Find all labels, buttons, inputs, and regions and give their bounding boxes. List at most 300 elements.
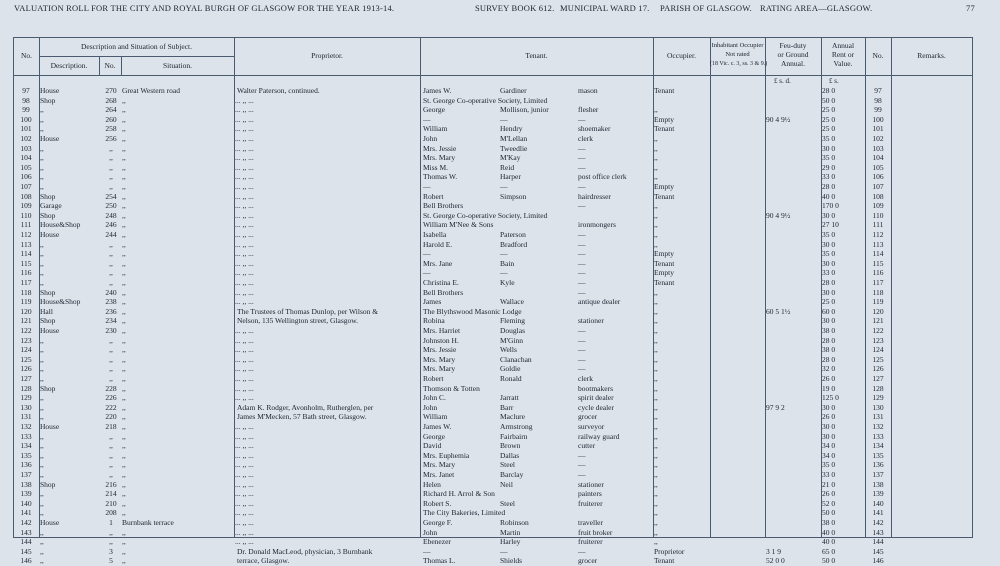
street-number-cell: ,, bbox=[109, 249, 113, 259]
description-cell: ,, bbox=[40, 162, 44, 172]
street-number-cell: 230 bbox=[105, 326, 117, 335]
annual-rent-cell: 35 0 bbox=[822, 249, 836, 259]
row-number-right: 128 bbox=[872, 383, 884, 393]
proprietor-cell: ... ,, ... bbox=[235, 354, 254, 364]
tenant-surname-cell: Shields bbox=[500, 556, 523, 566]
tenant-occupation-cell: — bbox=[578, 258, 586, 268]
row-number: 123 bbox=[20, 335, 32, 345]
row-number-right: 145 bbox=[872, 546, 884, 556]
municipal-ward: MUNICIPAL WARD 17. bbox=[560, 3, 650, 13]
tenant-occupation-cell: — bbox=[578, 153, 586, 163]
table-row bbox=[14, 182, 972, 192]
tenant-surname-cell: M'Lellan bbox=[500, 134, 528, 143]
row-number-right: 119 bbox=[872, 297, 884, 307]
street-number-cell: 5 bbox=[109, 556, 113, 566]
row-number-right: 113 bbox=[872, 239, 884, 249]
row-number-right: 146 bbox=[872, 556, 884, 566]
row-number-right: 114 bbox=[872, 249, 884, 259]
row-number: 119 bbox=[20, 297, 32, 307]
row-number: 139 bbox=[20, 489, 32, 499]
table-row bbox=[14, 326, 972, 336]
tenant-occupation-cell: — bbox=[578, 450, 586, 460]
row-number-right: 109 bbox=[872, 201, 884, 211]
occupier-cell: ,, bbox=[654, 518, 658, 527]
tenant-surname-cell: Bain bbox=[500, 258, 515, 268]
tenant-surname-cell: Tweedlie bbox=[500, 143, 528, 153]
situation-cell: Burnbank terrace bbox=[122, 518, 174, 527]
annual-rent-cell: 26 0 bbox=[822, 412, 836, 422]
row-number-right: 141 bbox=[872, 508, 884, 518]
situation-cell: ,, bbox=[122, 556, 126, 566]
row-number: 127 bbox=[20, 374, 32, 383]
table-row bbox=[14, 412, 972, 422]
tenant-surname-cell: Steel bbox=[500, 460, 515, 470]
row-number-right: 131 bbox=[872, 412, 884, 422]
occupier-cell: ,, bbox=[654, 239, 658, 249]
description-cell: ,, bbox=[40, 508, 44, 518]
tenant-name-cell: — bbox=[423, 268, 431, 278]
description-cell: ,, bbox=[40, 393, 44, 403]
tenant-name-cell: John bbox=[423, 527, 438, 537]
tenant-name-cell: Mrs. Mary bbox=[423, 460, 456, 470]
annual-rent-cell: 40 0 bbox=[822, 527, 836, 537]
table-row bbox=[14, 547, 972, 557]
situation-cell: ,, bbox=[122, 316, 126, 326]
tenant-occupation-cell: — bbox=[578, 230, 586, 239]
tenant-occupation-cell: — bbox=[578, 268, 586, 278]
occupier-cell: ,, bbox=[654, 441, 658, 451]
row-number: 129 bbox=[20, 393, 32, 403]
row-number: 137 bbox=[20, 470, 32, 479]
occupier-cell: ,, bbox=[654, 479, 658, 489]
tenant-surname-cell: M'Ginn bbox=[500, 335, 524, 345]
row-number-right: 124 bbox=[872, 345, 884, 355]
tenant-surname-cell: Barclay bbox=[500, 470, 524, 479]
tenant-name-cell: Miss M. bbox=[423, 162, 449, 172]
tenant-occupation-cell: — bbox=[578, 470, 586, 479]
annual-rent-cell: 50 0 bbox=[822, 556, 836, 566]
situation-cell: ,, bbox=[122, 239, 126, 249]
annual-rent-cell: 35 0 bbox=[822, 134, 836, 143]
proprietor-cell: ... ,, ... bbox=[235, 335, 254, 345]
table-row bbox=[14, 153, 972, 163]
occupier-cell: ,, bbox=[654, 498, 658, 508]
street-number-cell: 238 bbox=[105, 297, 117, 307]
col-header-description: Description. bbox=[50, 61, 88, 70]
annual-rent-cell: 30 0 bbox=[822, 431, 836, 441]
annual-rent-cell: 25 0 bbox=[822, 105, 836, 115]
description-cell: House&Shop bbox=[40, 297, 81, 307]
row-number: 128 bbox=[20, 383, 32, 393]
street-number-cell: 210 bbox=[105, 498, 117, 508]
annual-rent-cell: 26 0 bbox=[822, 489, 836, 499]
occupier-cell: ,, bbox=[654, 153, 658, 163]
street-number-cell: 1 bbox=[109, 518, 113, 527]
tenant-surname-cell: Wells bbox=[500, 345, 517, 355]
table-row bbox=[14, 115, 972, 125]
proprietor-cell: ... ,, ... bbox=[235, 345, 254, 355]
occupier-cell: Empty bbox=[654, 268, 674, 278]
row-number: 144 bbox=[20, 537, 32, 547]
row-number-right: 125 bbox=[872, 354, 884, 364]
street-number-cell: 208 bbox=[105, 508, 117, 518]
tenant-name-cell: Bell Brothers bbox=[423, 201, 464, 211]
description-cell: ,, bbox=[40, 374, 44, 383]
occupier-cell: ,, bbox=[654, 374, 658, 383]
col-header-group: Description and Situation of Subject. bbox=[80, 42, 193, 51]
table-row bbox=[14, 489, 972, 499]
description-cell: ,, bbox=[40, 498, 44, 508]
feu-duty-cell: 3 1 9 bbox=[766, 546, 781, 556]
table-row bbox=[14, 422, 972, 432]
row-number: 140 bbox=[20, 498, 32, 508]
tenant-surname-cell: Ronald bbox=[500, 374, 522, 383]
situation-cell: ,, bbox=[122, 546, 126, 556]
row-number: 135 bbox=[20, 450, 32, 460]
description-cell: ,, bbox=[40, 402, 44, 412]
annual-rent-cell: 30 0 bbox=[822, 210, 836, 220]
situation-cell: Great Western road bbox=[122, 86, 180, 95]
street-number-cell: ,, bbox=[109, 239, 113, 249]
row-number: 125 bbox=[20, 354, 32, 364]
table-row bbox=[14, 374, 972, 384]
tenant-occupation-cell: — bbox=[578, 162, 586, 172]
street-number-cell: 214 bbox=[105, 489, 117, 499]
street-number-cell: ,, bbox=[109, 182, 113, 191]
tenant-surname-cell: Harley bbox=[500, 537, 521, 547]
description-cell: ,, bbox=[40, 278, 44, 287]
description-cell: ,, bbox=[40, 124, 44, 134]
street-number-cell: 264 bbox=[105, 105, 117, 115]
occupier-cell: ,, bbox=[654, 470, 658, 479]
annual-rent-cell: 34 0 bbox=[822, 441, 836, 451]
annual-rent-cell: 28 0 bbox=[822, 86, 836, 95]
situation-cell: ,, bbox=[122, 326, 126, 335]
proprietor-cell: The Trustees of Thomas Dunlop, per Wilson & bbox=[237, 306, 379, 316]
tenant-name-cell: Bell Brothers bbox=[423, 287, 464, 297]
tenant-name-cell: Thomson & Totten bbox=[423, 383, 480, 393]
tenant-occupation-cell: — bbox=[578, 182, 586, 191]
proprietor-cell: ... ,, ... bbox=[235, 182, 254, 191]
occupier-cell: ,, bbox=[654, 172, 658, 182]
street-number-cell: 248 bbox=[105, 210, 117, 220]
tenant-occupation-cell: — bbox=[578, 460, 586, 470]
col-header-rent-3: Value. bbox=[833, 59, 853, 68]
proprietor-cell: ... ,, ... bbox=[235, 278, 254, 287]
tenant-name-cell: Thomas W. bbox=[423, 172, 458, 182]
row-number-right: 112 bbox=[872, 230, 884, 239]
street-number-cell: ,, bbox=[109, 258, 113, 268]
row-number-right: 140 bbox=[872, 498, 884, 508]
row-number: 109 bbox=[20, 201, 32, 211]
tenant-surname-cell: M'Kay bbox=[500, 153, 521, 163]
description-cell: Shop bbox=[40, 479, 56, 489]
occupier-cell: Empty bbox=[654, 182, 674, 191]
annual-rent-cell: 38 0 bbox=[822, 518, 836, 527]
feu-duty-cell: 90 4 9½ bbox=[766, 114, 791, 124]
occupier-cell: ,, bbox=[654, 393, 658, 403]
tenant-surname-cell: Wallace bbox=[500, 297, 524, 307]
row-number-right: 110 bbox=[872, 210, 884, 220]
tenant-name-cell: Ebenezer bbox=[423, 537, 451, 547]
col-header-rent-2: Rent or bbox=[831, 50, 855, 59]
row-number-right: 102 bbox=[872, 134, 884, 143]
description-cell: Shop bbox=[40, 287, 56, 297]
col-header-inhabitant-3: (18 Vic. c. 3, ss. 3 & 9.) bbox=[710, 61, 768, 67]
proprietor-cell: ... ,, ... bbox=[235, 258, 254, 268]
description-cell: House bbox=[40, 326, 60, 335]
table-row bbox=[14, 105, 972, 115]
situation-cell: ,, bbox=[122, 306, 126, 316]
street-number-cell: ,, bbox=[109, 470, 113, 479]
table-row bbox=[14, 364, 972, 374]
annual-rent-cell: 28 0 bbox=[822, 182, 836, 191]
situation-cell: ,, bbox=[122, 374, 126, 383]
situation-cell: ,, bbox=[122, 105, 126, 115]
row-number-right: 104 bbox=[872, 153, 884, 163]
tenant-name-cell: — bbox=[423, 546, 431, 556]
tenant-occupation-cell: grocer bbox=[578, 412, 598, 422]
tenant-occupation-cell: — bbox=[578, 326, 586, 335]
tenant-occupation-cell: stationer bbox=[578, 479, 604, 489]
tenant-name-cell: Harold E. bbox=[423, 239, 453, 249]
tenant-name-cell: George bbox=[423, 105, 445, 115]
tenant-name-cell: Mrs. Mary bbox=[423, 354, 456, 364]
table-row bbox=[14, 345, 972, 355]
occupier-cell: ,, bbox=[654, 230, 658, 239]
col-header-no2: No. bbox=[872, 51, 884, 60]
situation-cell: ,, bbox=[122, 508, 126, 518]
proprietor-cell: Walter Paterson, continued. bbox=[237, 86, 320, 95]
annual-rent-cell: 50 0 bbox=[822, 508, 836, 518]
proprietor-cell: ... ,, ... bbox=[235, 210, 254, 220]
description-cell: ,, bbox=[40, 546, 44, 556]
annual-rent-cell: 30 0 bbox=[822, 402, 836, 412]
col-header-number: No. bbox=[104, 61, 116, 70]
tenant-surname-cell: Dallas bbox=[500, 450, 520, 460]
col-header-feu-1: Feu-duty bbox=[779, 41, 807, 50]
row-number-right: 105 bbox=[872, 162, 884, 172]
proprietor-cell: ... ,, ... bbox=[235, 249, 254, 259]
street-number-cell: ,, bbox=[109, 527, 113, 537]
street-number-cell: ,, bbox=[109, 153, 113, 163]
tenant-occupation-cell: railway guard bbox=[578, 431, 620, 441]
row-number-right: 108 bbox=[872, 191, 884, 201]
page-number: 77 bbox=[966, 3, 975, 13]
table-row bbox=[14, 144, 972, 154]
proprietor-cell: ... ,, ... bbox=[235, 383, 254, 393]
row-number: 112 bbox=[20, 230, 32, 239]
description-cell: ,, bbox=[40, 143, 44, 153]
row-number-right: 116 bbox=[872, 268, 884, 278]
row-number-right: 106 bbox=[872, 172, 884, 182]
row-number: 142 bbox=[20, 518, 32, 527]
tenant-name-cell: John C. bbox=[423, 393, 446, 403]
situation-cell: ,, bbox=[122, 95, 126, 105]
situation-cell: ,, bbox=[122, 268, 126, 278]
annual-rent-cell: 29 0 bbox=[822, 162, 836, 172]
tenant-name-cell: Mrs. Janet bbox=[423, 470, 455, 479]
tenant-occupation-cell: clerk bbox=[578, 134, 593, 143]
row-number-right: 117 bbox=[872, 278, 884, 287]
street-number-cell: 240 bbox=[105, 287, 117, 297]
col-header-remarks: Remarks. bbox=[917, 51, 946, 60]
description-cell: Shop bbox=[40, 316, 56, 326]
proprietor-cell: ... ,, ... bbox=[235, 422, 254, 431]
annual-rent-cell: 50 0 bbox=[822, 95, 836, 105]
situation-cell: ,, bbox=[122, 470, 126, 479]
annual-rent-cell: 30 0 bbox=[822, 239, 836, 249]
table-row bbox=[14, 86, 972, 96]
situation-cell: ,, bbox=[122, 354, 126, 364]
row-number-right: 120 bbox=[872, 306, 884, 316]
occupier-cell: Tenant bbox=[654, 86, 675, 95]
description-cell: ,, bbox=[40, 450, 44, 460]
street-number-cell: ,, bbox=[109, 364, 113, 374]
tenant-name-cell: Robina bbox=[423, 316, 445, 326]
tenant-name-cell: James W. bbox=[423, 422, 452, 431]
occupier-cell: ,, bbox=[654, 489, 658, 499]
table-row bbox=[14, 336, 972, 346]
description-cell: ,, bbox=[40, 114, 44, 124]
street-number-cell: 268 bbox=[105, 95, 117, 105]
occupier-cell: ,, bbox=[654, 450, 658, 460]
tenant-surname-cell: Harper bbox=[500, 172, 521, 182]
row-number: 121 bbox=[20, 316, 32, 326]
description-cell: Hall bbox=[40, 306, 53, 316]
occupier-cell: ,, bbox=[654, 402, 658, 412]
col-header-rent-1: Annual bbox=[831, 41, 855, 50]
street-number-cell: 216 bbox=[105, 479, 117, 489]
description-cell: ,, bbox=[40, 556, 44, 566]
street-number-cell: 3 bbox=[109, 546, 113, 556]
tenant-name-cell: John bbox=[423, 134, 438, 143]
proprietor-cell: ... ,, ... bbox=[235, 498, 254, 508]
col-header-tenant: Tenant. bbox=[525, 51, 548, 60]
row-number: 114 bbox=[20, 249, 32, 259]
proprietor-cell: ... ,, ... bbox=[235, 95, 254, 105]
annual-rent-cell: 40 0 bbox=[822, 537, 836, 547]
street-number-cell: 220 bbox=[105, 412, 117, 422]
street-number-cell: ,, bbox=[109, 441, 113, 451]
col-header-feu-2: or Ground bbox=[777, 50, 809, 59]
tenant-name-cell: Richard H. Arrol & Son bbox=[423, 489, 495, 499]
table-row bbox=[14, 288, 972, 298]
annual-rent-cell: 30 0 bbox=[822, 316, 836, 326]
row-number: 117 bbox=[20, 278, 32, 287]
description-cell: ,, bbox=[40, 431, 44, 441]
table-row bbox=[14, 259, 972, 269]
annual-rent-cell: 30 0 bbox=[822, 143, 836, 153]
row-number-right: 142 bbox=[872, 518, 884, 527]
tenant-surname-cell: — bbox=[500, 114, 508, 124]
street-number-cell: 218 bbox=[105, 422, 117, 431]
annual-rent-cell: 19 0 bbox=[822, 383, 836, 393]
proprietor-cell: ... ,, ... bbox=[235, 114, 254, 124]
annual-rent-cell: 28 0 bbox=[822, 278, 836, 287]
proprietor-cell: terrace, Glasgow. bbox=[237, 556, 290, 566]
page-header bbox=[0, 3, 1000, 19]
situation-cell: ,, bbox=[122, 114, 126, 124]
street-number-cell: 270 bbox=[105, 86, 117, 95]
row-number: 133 bbox=[20, 431, 32, 441]
street-number-cell: ,, bbox=[109, 172, 113, 182]
annual-rent-cell: 38 0 bbox=[822, 345, 836, 355]
tenant-name-cell: The Blythswood Masonic Lodge bbox=[423, 306, 522, 316]
row-number: 134 bbox=[20, 441, 32, 451]
situation-cell: ,, bbox=[122, 393, 126, 403]
occupier-cell: ,, bbox=[654, 162, 658, 172]
proprietor-cell: ... ,, ... bbox=[235, 450, 254, 460]
col-header-inhabitant-1: Inhabitant Occupier bbox=[711, 42, 764, 49]
occupier-cell: ,, bbox=[654, 537, 658, 547]
tenant-occupation-cell: — bbox=[578, 249, 586, 259]
occupier-cell: Tenant bbox=[654, 278, 675, 287]
tenant-occupation-cell: — bbox=[578, 143, 586, 153]
table-row bbox=[14, 528, 972, 538]
description-cell: ,, bbox=[40, 354, 44, 364]
tenant-occupation-cell: cutter bbox=[578, 441, 596, 451]
occupier-cell: ,, bbox=[654, 134, 658, 143]
row-number-right: 144 bbox=[872, 537, 884, 547]
tenant-name-cell: Robert bbox=[423, 191, 444, 201]
row-number: 124 bbox=[20, 345, 32, 355]
row-number: 99 bbox=[22, 105, 30, 115]
tenant-name-cell: The City Bakeries, Limited bbox=[423, 508, 506, 518]
proprietor-cell: ... ,, ... bbox=[235, 537, 254, 547]
row-number: 107 bbox=[20, 182, 32, 191]
description-cell: ,, bbox=[40, 172, 44, 182]
feu-duty-cell: 90 4 9½ bbox=[766, 210, 791, 220]
tenant-name-cell: George bbox=[423, 431, 445, 441]
tenant-name-cell: David bbox=[423, 441, 442, 451]
row-number: 146 bbox=[20, 556, 32, 566]
description-cell: ,, bbox=[40, 537, 44, 547]
occupier-cell: ,, bbox=[654, 431, 658, 441]
street-number-cell: 250 bbox=[105, 201, 117, 211]
proprietor-cell: Adam K. Rodger, Avonholm, Rutherglen, per bbox=[237, 402, 374, 412]
table-row bbox=[14, 249, 972, 259]
tenant-occupation-cell: fruiterer bbox=[578, 498, 603, 508]
tenant-surname-cell: Douglas bbox=[500, 326, 525, 335]
tenant-occupation-cell: — bbox=[578, 201, 586, 211]
street-number-cell: 222 bbox=[105, 402, 117, 412]
description-cell: House bbox=[40, 134, 60, 143]
row-number: 102 bbox=[20, 134, 32, 143]
table-row bbox=[14, 220, 972, 230]
street-number-cell: 236 bbox=[105, 306, 117, 316]
description-cell: ,, bbox=[40, 335, 44, 345]
col-header-no: No. bbox=[20, 51, 33, 60]
situation-cell: ,, bbox=[122, 258, 126, 268]
situation-cell: ,, bbox=[122, 191, 126, 201]
tenant-occupation-cell: ironmongers bbox=[578, 220, 616, 230]
proprietor-cell: ... ,, ... bbox=[235, 508, 254, 518]
row-number-right: 127 bbox=[872, 374, 884, 383]
occupier-cell: ,, bbox=[654, 383, 658, 393]
table-row bbox=[14, 192, 972, 202]
description-cell: ,, bbox=[40, 258, 44, 268]
tenant-occupation-cell: post office clerk bbox=[578, 172, 627, 182]
row-number-right: 132 bbox=[872, 422, 884, 431]
tenant-surname-cell: Brown bbox=[500, 441, 521, 451]
tenant-name-cell: George F. bbox=[423, 518, 453, 527]
occupier-cell: ,, bbox=[654, 460, 658, 470]
row-number-right: 121 bbox=[872, 316, 884, 326]
tenant-name-cell: Johnston H. bbox=[423, 335, 459, 345]
roll-title: VALUATION ROLL FOR THE CITY AND ROYAL BURGH OF GLASGOW FOR THE YEAR 1913-14. bbox=[14, 3, 395, 13]
situation-cell: ,, bbox=[122, 527, 126, 537]
